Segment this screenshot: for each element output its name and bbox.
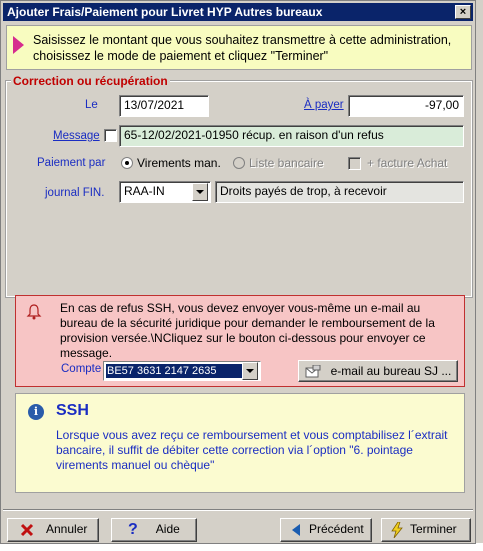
radio-liste-bancaire [233, 157, 245, 169]
help-button[interactable] [111, 518, 197, 542]
payment-label: Paiement par [37, 157, 106, 169]
account-label: Compte [61, 363, 102, 375]
radio-liste-bancaire-label: Liste bancaire [249, 156, 324, 170]
radio-virements-label: Virements man. [137, 156, 221, 170]
account-select-value: BE57 3631 2147 2635 [106, 364, 242, 378]
cancel-x-icon [20, 523, 34, 537]
cancel-button-label: Annuler [46, 522, 88, 536]
arrow-left-icon [291, 523, 301, 537]
info-panel [15, 393, 465, 493]
bell-icon [26, 304, 42, 320]
help-button-label: Aide [155, 522, 180, 536]
background-bottom [0, 543, 483, 551]
finish-button-label: Terminer [410, 522, 457, 536]
account-select[interactable] [103, 361, 261, 381]
arrow-right-icon [13, 36, 24, 54]
account-dropdown-button[interactable] [242, 362, 258, 380]
previous-button[interactable] [280, 518, 372, 542]
close-icon: × [459, 6, 467, 18]
info-icon: i [28, 404, 44, 420]
previous-button-label: Précédent [309, 522, 364, 536]
journal-description: Droits payés de trop, à recevoir [215, 181, 464, 203]
instruction-panel [6, 25, 472, 70]
title-bar [3, 3, 473, 21]
amount-label: À payer [304, 99, 344, 111]
message-checkbox[interactable] [104, 129, 117, 142]
help-question-icon: ? [128, 520, 138, 538]
window-title: Ajouter Frais/Paiement pour Livret HYP Autres bureaux [7, 5, 323, 19]
instruction-text: Saisissez le montant que vous souhaitez transmettre à cette administration, choisissez le mode de paiement et cliquez "Terminer" [33, 33, 452, 63]
message-label: Message [53, 130, 100, 142]
facture-label: + facture Achat [367, 156, 448, 170]
facture-checkbox [348, 157, 361, 170]
lightning-icon [390, 522, 404, 538]
section-title: Correction ou récupération [13, 74, 168, 88]
background-right [475, 0, 483, 551]
message-input[interactable]: 65-12/02/2021-01950 récup. en raison d'un refus [119, 125, 464, 147]
footer-separator [3, 509, 473, 511]
close-button[interactable] [455, 5, 471, 19]
info-text: Lorsque vous avez reçu ce remboursement et vous comptabilisez l´extrait bancaire, il suffit de débiter cette correction via l´option "6. pointage virements manuel ou chèque" [56, 428, 448, 472]
info-title: SSH [56, 402, 89, 419]
email-sj-button-label: e-mail au bureau SJ ... [330, 364, 452, 378]
radio-virements[interactable] [121, 157, 133, 169]
warning-text: En cas de refus SSH, vous devez envoyer vous-même un e-mail au bureau de la sécurité juridique pour demander le remboursement de la provision versée.\NCliquez sur le bouton ci-dessous pour envoyer ce message. [60, 301, 435, 360]
finish-button[interactable] [381, 518, 471, 542]
journal-select-value: RAA-IN [124, 184, 165, 198]
journal-dropdown-button[interactable] [192, 183, 208, 201]
journal-label: journal FIN. [45, 187, 105, 199]
date-input[interactable]: 13/07/2021 [119, 95, 209, 117]
amount-input[interactable]: -97,00 [348, 95, 464, 117]
email-sj-button[interactable] [298, 360, 458, 382]
cancel-button[interactable] [7, 518, 99, 542]
email-icon [305, 365, 321, 379]
date-label: Le [85, 99, 98, 111]
